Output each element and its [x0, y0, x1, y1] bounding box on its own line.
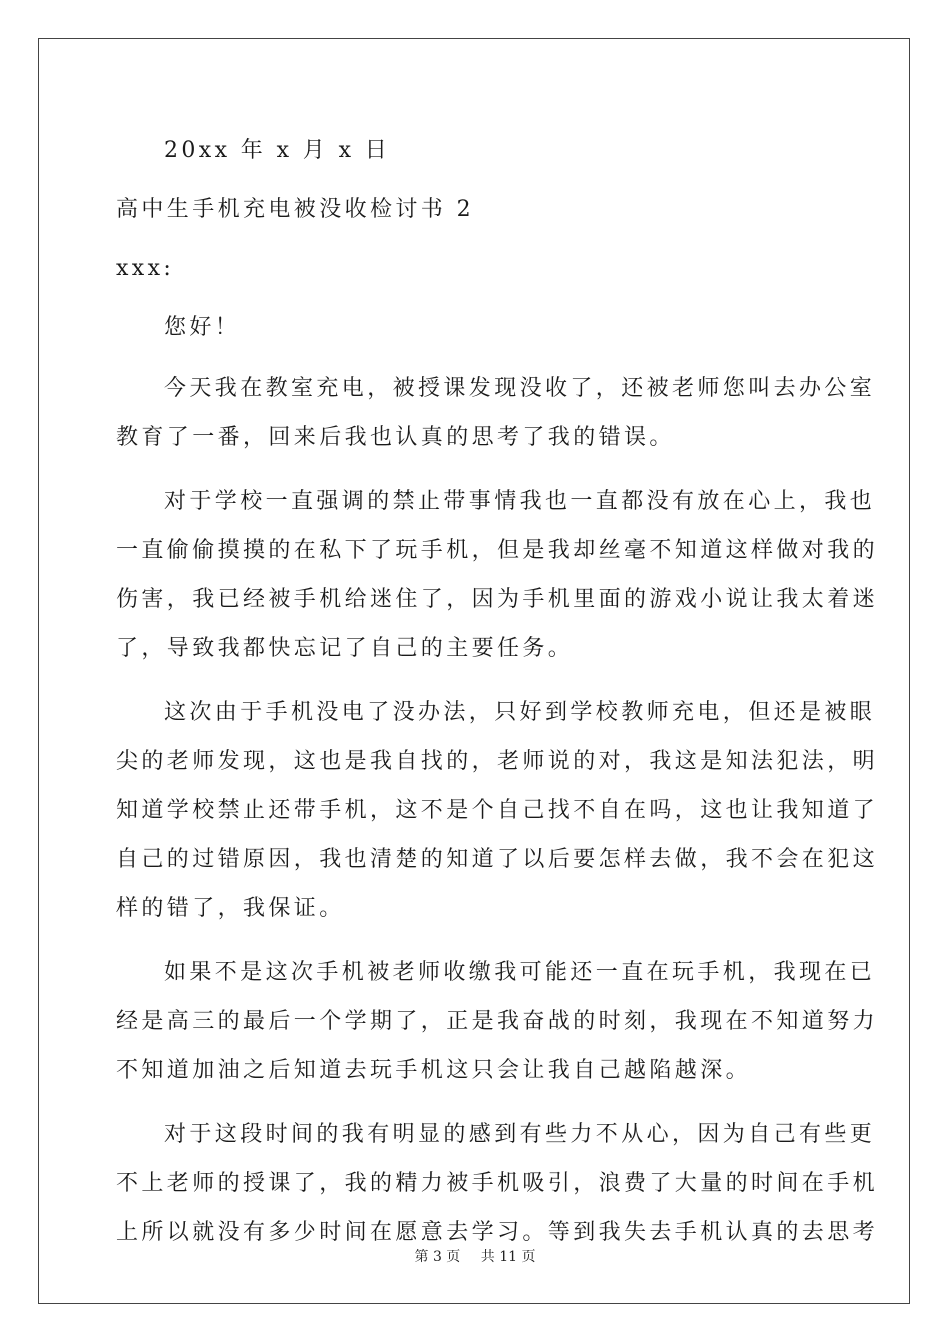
document-body — [116, 128, 879, 1272]
document-title: 高中生手机充电被没收检讨书 2 — [116, 197, 474, 222]
greeting: 您好！ — [164, 315, 241, 340]
paragraph-line: 经是高三的最后一个学期了，正是我奋战的时刻，我现在不知道努力 — [116, 1009, 879, 1034]
paragraph-line: 一直偷偷摸摸的在私下了玩手机，但是我却丝毫不知道这样做对我的 — [116, 538, 879, 563]
paragraph-line: 对于这段时间的我有明显的感到有些力不从心，因为自己有些更 — [164, 1122, 876, 1147]
paragraph-line: 这次由于手机没电了没办法，只好到学校教师充电，但还是被眼 — [164, 700, 876, 725]
page-footer — [0, 1246, 950, 1266]
paragraph-5 — [116, 1110, 879, 1257]
paragraph-line: 了，导致我都快忘记了自己的主要任务。 — [116, 636, 574, 661]
paragraph-line: 样的错了，我保证。 — [116, 896, 345, 921]
paragraph-line: 知道学校禁止还带手机，这不是个自己找不自在吗，这也让我知道了 — [116, 798, 879, 823]
paragraph-line: 尖的老师发现，这也是我自找的，老师说的对，我这是知法犯法，明 — [116, 749, 879, 774]
paragraph-line: 不上老师的授课了，我的精力被手机吸引，浪费了大量的时间在手机 — [116, 1171, 879, 1196]
paragraph-4 — [116, 948, 879, 1095]
paragraph-3 — [116, 688, 879, 933]
paragraph-line: 今天我在教室充电，被授课发现没收了，还被老师您叫去办公室 — [164, 376, 876, 401]
paragraph-line: 自己的过错原因，我也清楚的知道了以后要怎样去做，我不会在犯这 — [116, 847, 879, 872]
paragraph-1 — [116, 364, 876, 462]
paragraph-line: 如果不是这次手机被老师收缴我可能还一直在玩手机，我现在已 — [164, 960, 876, 985]
paragraph-2 — [116, 477, 879, 673]
page-total: 共 11 页 — [480, 1249, 536, 1265]
paragraph-line: 上所以就没有多少时间在愿意去学习。等到我失去手机认真的去思考 — [116, 1220, 879, 1245]
paragraph-line: 伤害，我已经被手机给迷住了，因为手机里面的游戏小说让我太着迷 — [116, 587, 879, 612]
paragraph-line: 教育了一番，回来后我也认真的思考了我的错误。 — [116, 425, 675, 450]
paragraph-line: 对于学校一直强调的禁止带事情我也一直都没有放在心上，我也 — [164, 489, 876, 514]
salutation: xxx: — [116, 256, 175, 281]
paragraph-line: 不知道加油之后知道去玩手机这只会让我自己越陷越深。 — [116, 1058, 752, 1083]
date-line: 20xx 年 x 月 x 日 — [164, 138, 391, 163]
page-number: 第 3 页 — [414, 1249, 461, 1265]
